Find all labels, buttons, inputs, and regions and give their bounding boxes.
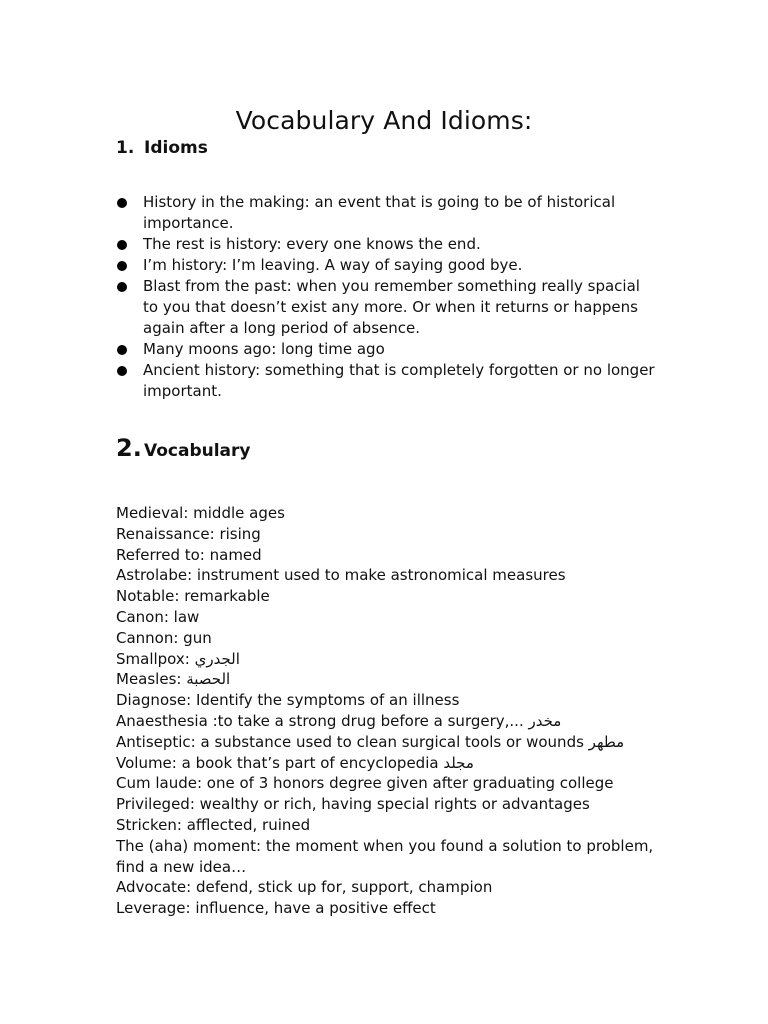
vocabulary-item: Canon: law <box>116 607 200 626</box>
vocabulary-list <box>116 503 656 919</box>
vocabulary-item: The (aha) moment: the moment when you found a solution to problem, find a new idea… <box>116 836 654 876</box>
idiom-text: Many moons ago: long time ago <box>143 340 385 358</box>
section-number: 1. <box>116 138 135 158</box>
page-title: Vocabulary And Idioms: <box>235 105 533 135</box>
list-item <box>116 255 656 276</box>
list-item <box>116 276 656 339</box>
vocabulary-item: Leverage: influence, have a positive effect <box>116 899 436 918</box>
list-item <box>116 192 656 234</box>
bullet-icon <box>117 261 127 271</box>
vocabulary-item: Astrolabe: instrument used to make astronomical measures <box>116 566 566 585</box>
idioms-list <box>116 192 656 402</box>
vocabulary-item: Privileged: wealthy or rich, having special rights or advantages <box>116 795 590 814</box>
list-item <box>116 339 656 360</box>
vocabulary-item: Renaissance: rising <box>116 524 261 543</box>
section-title: Vocabulary <box>144 441 251 461</box>
vocabulary-item: Notable: remarkable <box>116 587 270 606</box>
vocabulary-item: Measles: الحصبة <box>116 670 231 689</box>
bullet-icon <box>117 366 127 376</box>
idiom-text: I’m history: I’m leaving. A way of saying good bye. <box>143 256 523 274</box>
vocabulary-item: Stricken: afflected, ruined <box>116 815 311 834</box>
vocabulary-item: Diagnose: Identify the symptoms of an illness <box>116 691 460 710</box>
vocabulary-item: Antiseptic: a substance used to clean surgical tools or wounds مطهر <box>116 732 625 751</box>
vocabulary-item: Medieval: middle ages <box>116 504 285 522</box>
vocabulary-item: Referred to: named <box>116 545 262 564</box>
bullet-icon <box>117 198 127 208</box>
vocabulary-item: Anaesthesia :to take a strong drug before a surgery,... مخدر <box>116 711 562 730</box>
bullet-icon <box>117 240 127 250</box>
vocabulary-section-heading <box>116 435 251 464</box>
idiom-text: The rest is history: every one knows the end. <box>143 235 481 253</box>
section-number: 2. <box>116 434 142 462</box>
section-title: Idioms <box>144 138 208 158</box>
list-item <box>116 234 656 255</box>
bullet-icon <box>117 345 127 355</box>
vocabulary-item: Cannon: gun <box>116 628 212 647</box>
idiom-text: Ancient history: something that is completely forgotten or no longer important. <box>143 361 655 400</box>
idiom-text: History in the making: an event that is going to be of historical importance. <box>143 193 616 232</box>
vocabulary-item: Volume: a book that’s part of encyclopedia مجلد <box>116 753 474 772</box>
idiom-text: Blast from the past: when you remember something really spacial to you that doesn’t exist any more. Or when it returns or happens again after a long period of absence. <box>143 277 640 337</box>
vocabulary-item: Cum laude: one of 3 honors degree given after graduating college <box>116 774 614 793</box>
vocabulary-item: Smallpox: الجدري <box>116 649 240 668</box>
bullet-icon <box>117 282 127 292</box>
list-item <box>116 360 656 402</box>
vocabulary-item: Advocate: defend, stick up for, support, champion <box>116 878 493 897</box>
idioms-section-heading <box>116 137 208 159</box>
